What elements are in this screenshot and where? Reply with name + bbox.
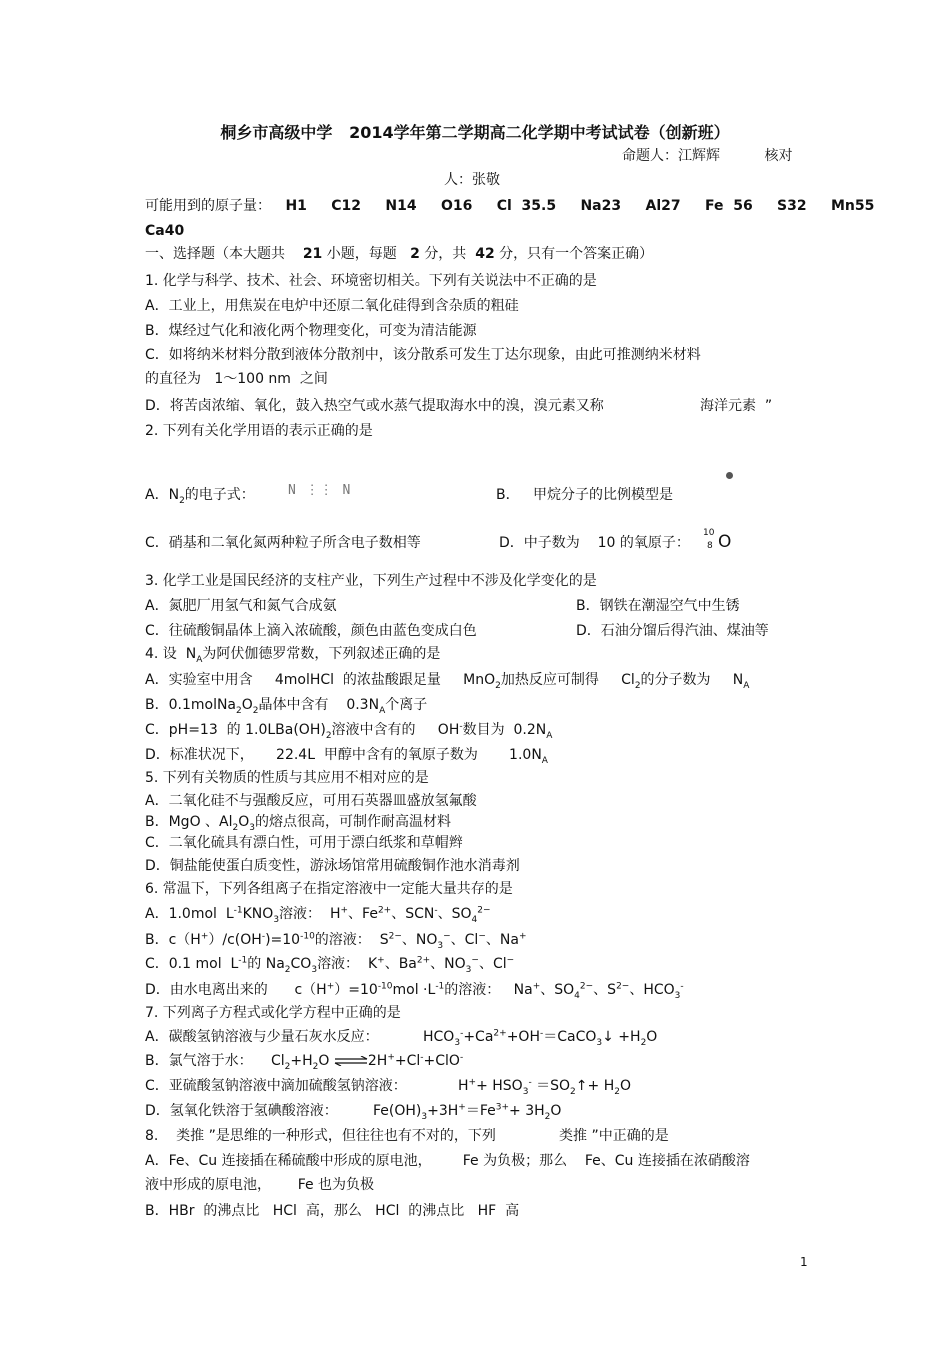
q6-option-b: B．$c(H^+)/c(OH^-)=10^{-10}$的溶液： $S^{2-}$、$NO_3^-$、Cl−、Na+ <box>145 931 527 951</box>
q1-option-c-cont: 的直径为 1～100 nm 之间 <box>145 371 328 387</box>
q8-option-a: A．Fe、Cu 连接插在稀硫酸中形成的原电池， Fe 为负极；那么 Fe、Cu 连接插在浓硝酸溶 <box>145 1153 750 1169</box>
q7-option-d-equation: $Fe(OH)_3+3H^+=Fe^{3+}+ 3H_2O$ <box>373 1102 562 1122</box>
q3-option-d: D．石油分馏后得汽油、煤油等 <box>576 623 769 639</box>
author-line-1: 命题人：江辉辉 核对 <box>622 148 793 164</box>
equilibrium-arrow-icon <box>334 1056 368 1066</box>
q1-option-d: D．将苦卤浓缩、氧化，鼓入热空气或水蒸气提取海水中的溴，溴元素又称 <box>145 398 604 414</box>
q2-option-b: B． 甲烷分子的比例模型是 <box>496 487 673 503</box>
page-number: 1 <box>800 1255 808 1269</box>
q6-stem: 6. 常温下，下列各组离子在指定溶液中一定能大量共存的是 <box>145 881 513 897</box>
q8-stem: 8. 类推 ”是思维的一种形式，但往往也有不对的，下列 <box>145 1128 496 1144</box>
q1-option-b: B．煤经过气化和液化两个物理变化，可变为清洁能源 <box>145 323 477 339</box>
q8-option-b: B．HBr 的沸点比 HCl 高，那么 HCl 的沸点比 HF 高 <box>145 1203 520 1219</box>
school-year: 2014 <box>349 123 394 142</box>
q5-option-d: D．铜盐能使蛋白质变性，游泳场馆常用硫酸铜作池水消毒剂 <box>145 858 520 874</box>
methane-model-image <box>726 472 733 479</box>
q3-option-b: B．钢铁在潮湿空气中生锈 <box>576 598 740 614</box>
q3-stem: 3. 化学工业是国民经济的支柱产业，下列生产过程中不涉及化学变化的是 <box>145 573 597 589</box>
n2-electron-formula: N ⋮⋮ N <box>288 483 352 498</box>
q7-option-b: B．氯气溶于水： <box>145 1053 253 1069</box>
q5-option-b: B．MgO 、$Al_2O_3$的熔点很高，可制作耐高温材料 <box>145 814 452 833</box>
q7-option-a-equation: $HCO_3^-+Ca^{2+}+OH^-=CaCO_3↓ +H_2O$ <box>423 1028 658 1048</box>
atomic-mass-line: 可能用到的原子量： H1 C12 N14 O16 Cl 35.5 Na23 Al27 Fe 56 S32 Mn55 <box>145 198 875 214</box>
section-1-heading: 一、选择题（本大题共 21 小题，每题 2 分，共 42 分，只有一个答案正确） <box>145 246 654 262</box>
exam-name: 学年第二学期高二化学期中考试试卷（创新班） <box>393 123 730 142</box>
q4-option-c: C．pH=13 的 $1.0LBa(OH)_2$溶液中含有的 OH-数目为 $0.2N_A$ <box>145 721 553 741</box>
q6-option-d: D．由水电离出来的 $c(H^+)=10^{-10}mol \cdot L^{-1}$的溶液： Na+、$SO_4^{2-}$、$S^{2-}$、$HCO_3^-$ <box>145 981 684 1001</box>
school-name: 桐乡市高级中学 <box>220 123 333 142</box>
q6-option-c: C．0.1 mol $L^{-1}$的 $Na_2CO_3$溶液： K+、$Ba^{2+}$、$NO_3^-$、Cl− <box>145 955 515 975</box>
q2-option-d: D．中子数为 10 的氧原子： <box>499 535 690 551</box>
q4-option-b: B．$0.1molNa_2O_2$晶体中含有 $0.3N_A$个离子 <box>145 697 428 716</box>
q7-option-c-equation: $H^++ HSO_3^-$ $=SO_2↑+ H_2O$ <box>458 1077 631 1097</box>
q1-option-d-cont: 海洋元素 ” <box>700 398 773 414</box>
q5-option-a: A．二氧化硅不与强酸反应，可用石英器皿盛放氢氟酸 <box>145 793 477 809</box>
q3-option-a: A．氮肥厂用氢气和氮气合成氨 <box>145 598 337 614</box>
author-line-2: 人：张敬 <box>444 172 500 188</box>
q8-stem-cont: 类推 ”中正确的是 <box>559 1128 669 1144</box>
q7-option-a: A．碳酸氢钠溶液与少量石灰水反应： <box>145 1029 379 1045</box>
atomic-mass-extra: Ca40 <box>145 223 185 239</box>
q1-stem: 1. 化学与科学、技术、社会、环境密切相关。下列有关说法中不正确的是 <box>145 273 597 289</box>
q2-stem: 2. 下列有关化学用语的表示正确的是 <box>145 423 373 439</box>
atomic-mass-values: H1 C12 N14 O16 Cl 35.5 Na23 Al27 Fe 56 S32 Mn55 <box>285 198 875 214</box>
q3-option-c: C．往硫酸铜晶体上滴入浓硫酸，颜色由蓝色变成白色 <box>145 623 477 639</box>
q2-option-c: C．硝基和二氧化氮两种粒子所含电子数相等 <box>145 535 421 551</box>
q4-option-a: A．实验室中用含 4molHCl 的浓盐酸跟足量 MnO$_2$加热反应可制得 $Cl_2$的分子数为 $N_A$ <box>145 672 750 691</box>
q1-option-c: C．如将纳米材料分散到液体分散剂中，该分散系可发生丁达尔现象，由此可推测纳米材料 <box>145 347 701 363</box>
q8-option-a-cont: 液中形成的原电池， Fe 也为负极 <box>145 1177 375 1193</box>
q7-option-b-equation: $Cl_2+H_2O$ 2H++Cl-+ClO- <box>271 1052 464 1072</box>
q4-stem: 4. 设 $N_A$为阿伏伽德罗常数，下列叙述正确的是 <box>145 646 441 665</box>
q7-option-d: D．氢氧化铁溶于氢碘酸溶液： <box>145 1103 338 1119</box>
q7-option-c: C．亚硫酸氢钠溶液中滴加硫酸氢钠溶液： <box>145 1078 407 1094</box>
q1-option-a: A．工业上，用焦炭在电炉中还原二氧化硅得到含杂质的粗硅 <box>145 298 519 314</box>
q5-option-c: C．二氧化硫具有漂白性，可用于漂白纸浆和草帽辫 <box>145 835 463 851</box>
q5-stem: 5. 下列有关物质的性质与其应用不相对应的是 <box>145 770 429 786</box>
q4-option-d: D．标准状况下， 22.4L 甲醇中含有的氧原子数为 $1.0N_A$ <box>145 747 548 766</box>
q2-option-a: A．$N_2$的电子式： <box>145 487 255 506</box>
q6-option-a: A．1.0mol $L^{-1}KNO_3$溶液： H+、$Fe^{2+}$、SCN-、$SO_4^{2-}$ <box>145 905 491 925</box>
q7-stem: 7. 下列离子方程式或化学方程中正确的是 <box>145 1005 401 1021</box>
oxygen-isotope-symbol: 10 8 O <box>703 528 732 552</box>
exam-title <box>0 120 950 143</box>
